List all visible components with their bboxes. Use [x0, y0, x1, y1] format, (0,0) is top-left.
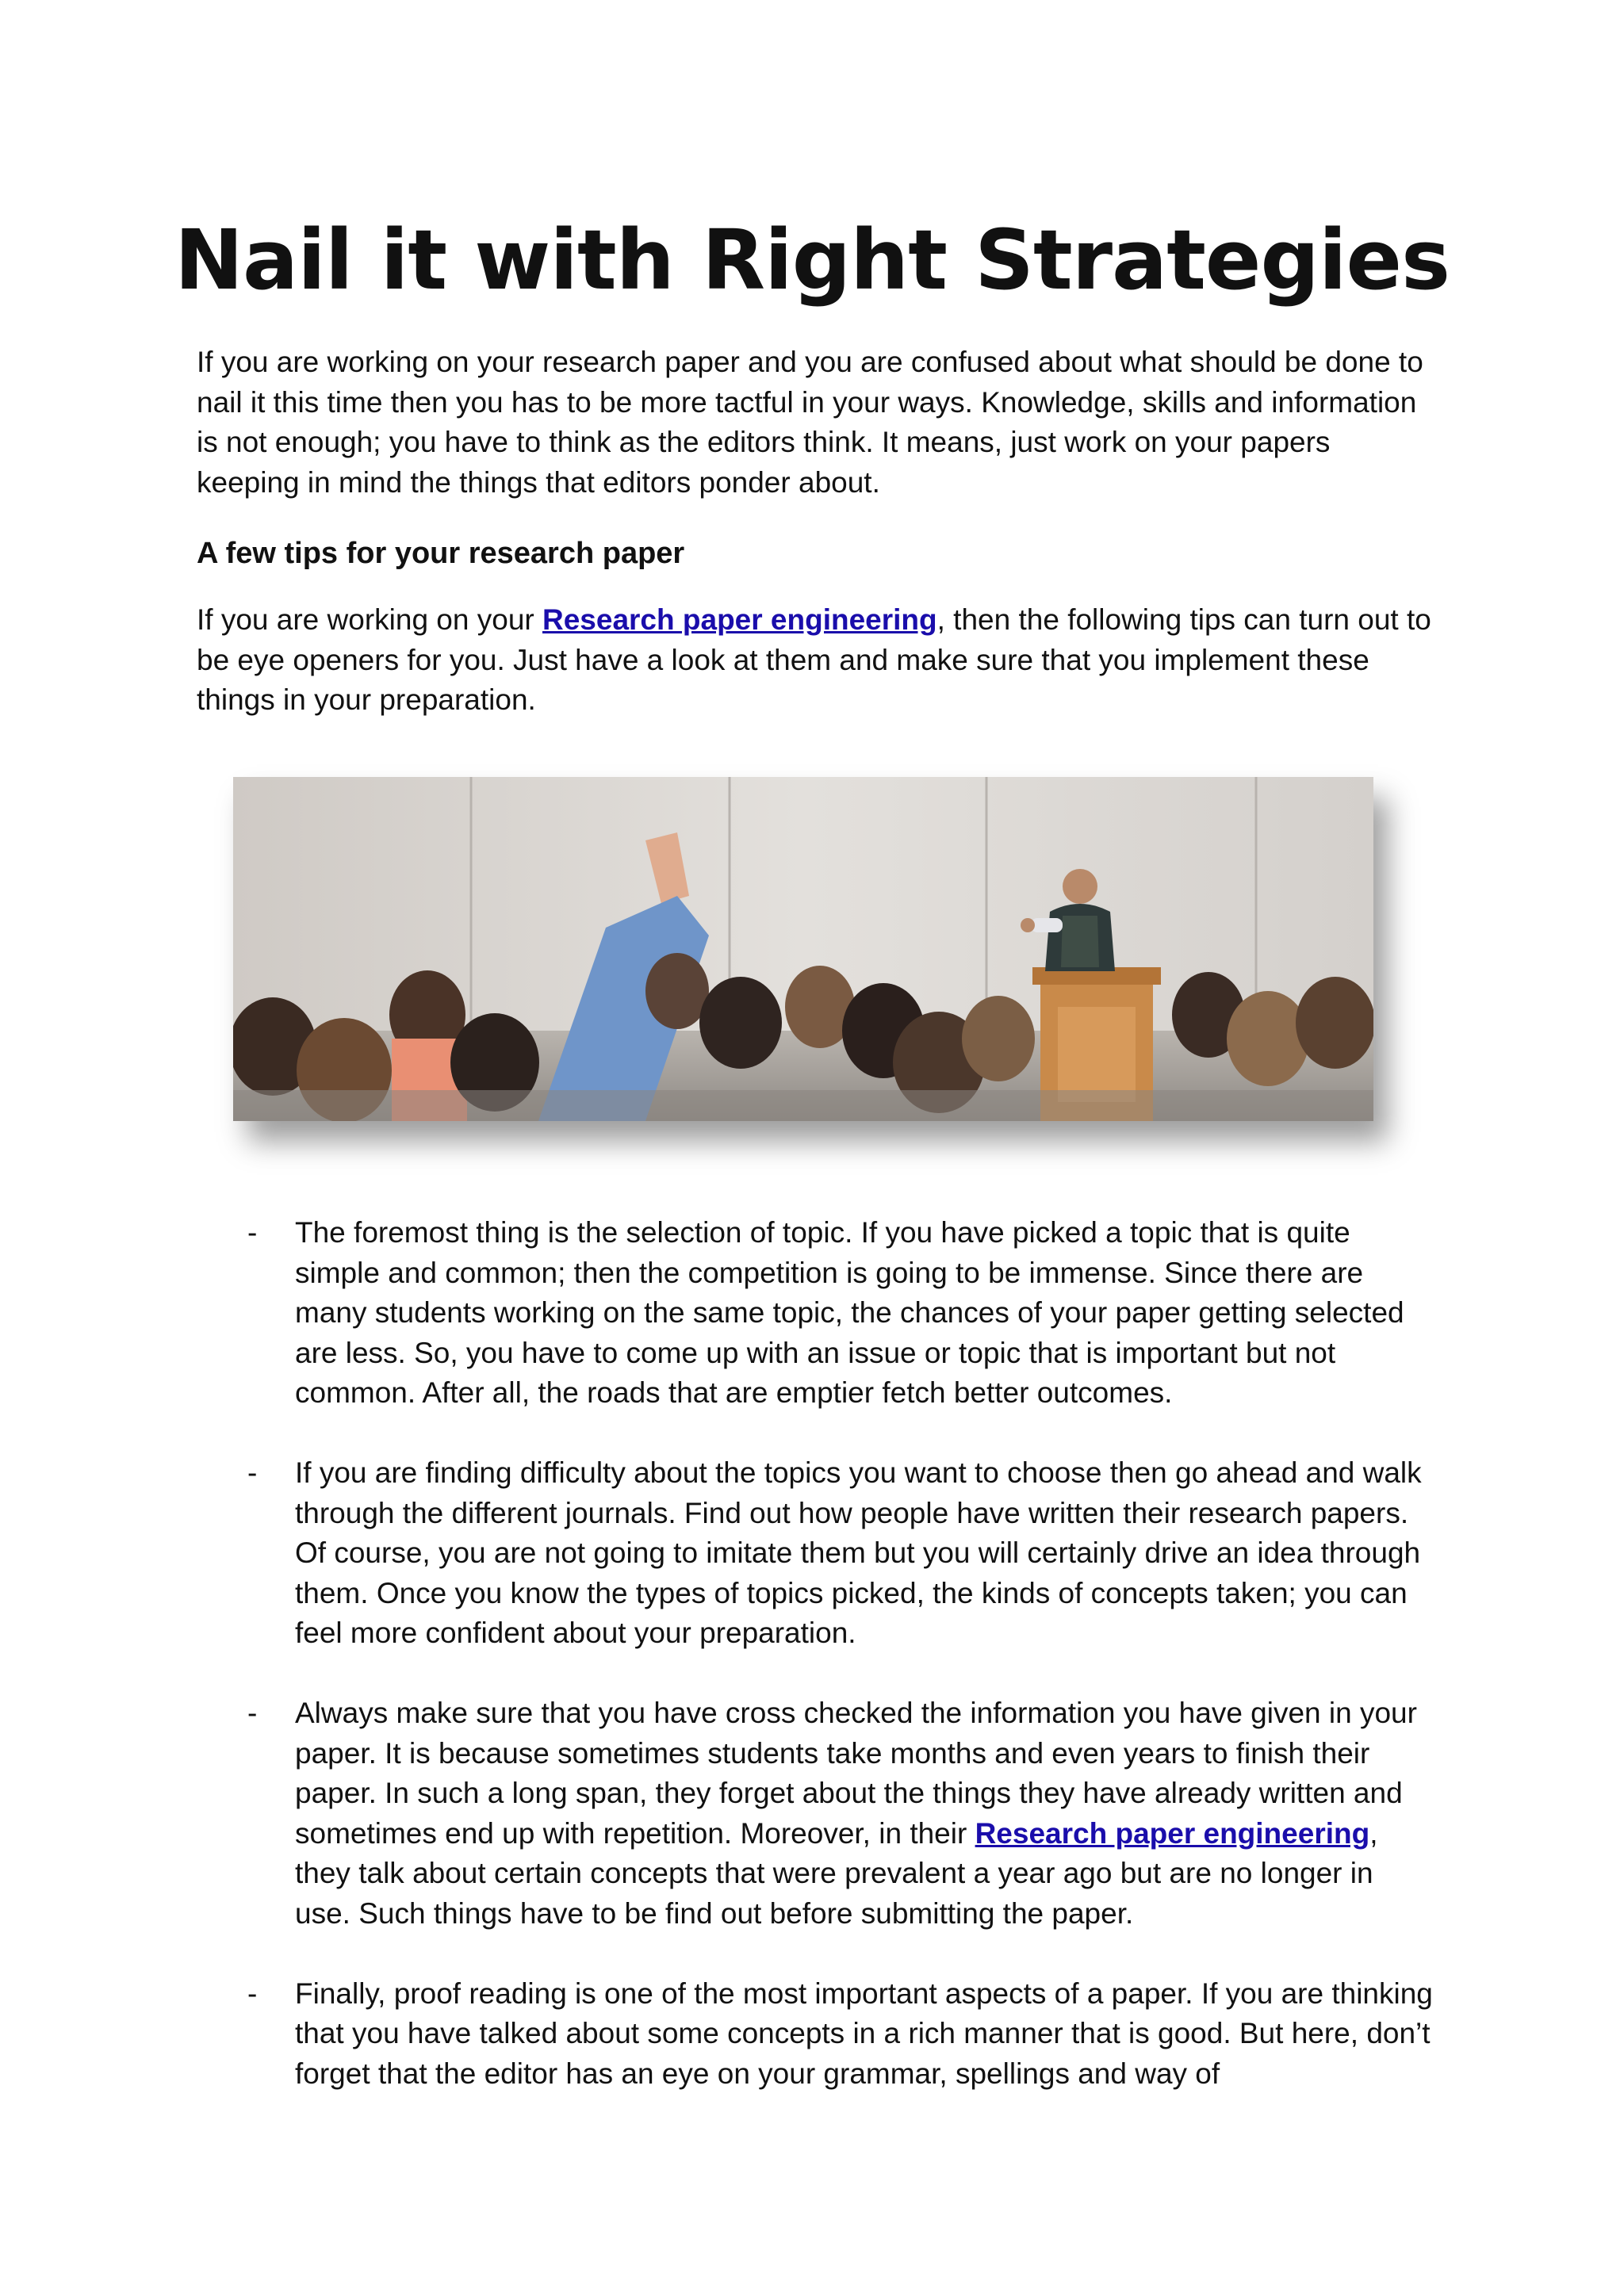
research-paper-engineering-link[interactable]: Research paper engineering	[542, 603, 937, 636]
list-item	[197, 1213, 1434, 1414]
list-item-text-after: , they talk about certain concepts that were prevalent a year ago but are no longer in use. Such things have to be find out before submitting the paper.	[295, 1816, 1378, 1930]
list-item	[197, 1453, 1434, 1654]
tips-intro-text-after: , then the following tips can turn out to be eye openers for you. Just have a look at them and make sure that you implement these things in your preparation.	[197, 603, 1431, 716]
list-item	[197, 1974, 1434, 2095]
tips-intro-paragraph	[197, 600, 1434, 721]
list-item-text: If you are finding difficulty about the topics you want to choose then go ahead and walk through the different journals. Find out how people have written their research papers. Of course, you are not going to imitate them but you will certainly drive an idea through them. Once you know the types of topics picked, the kinds of concepts taken; you can feel more confident about your preparation.	[295, 1456, 1422, 1649]
list-item-text: Finally, proof reading is one of the most important aspects of a paper. If you are thinking that you have talked about some concepts in a rich manner that is good. But here, don’t forget that the editor has an eye on your grammar, spellings and way of	[295, 1976, 1433, 2090]
list-bullet: -	[247, 1216, 258, 1249]
list-item-text: The foremost thing is the selection of topic. If you have picked a topic that is quite simple and common; then the competition is going to be immense. Since there are many students working on the same topic, the chances of your paper getting selected are less. So, you have to come up with an issue or topic that is important but not common. After all, the roads that are emptier fetch better outcomes.	[295, 1216, 1404, 1409]
list-bullet: -	[247, 1697, 258, 1729]
list-item-text-before: Always make sure that you have cross checked the information you have given in your paper. It is because sometimes students take months and even years to finish their paper. In such a long span, they forget about the things they have already written and sometimes end up with repetition. Moreover, in their	[295, 1697, 1417, 1850]
research-paper-engineering-link-2[interactable]: Research paper engineering	[975, 1816, 1370, 1850]
list-item-text	[295, 1697, 1417, 1930]
list-item	[197, 1693, 1434, 1934]
intro-paragraph: If you are working on your research paper and you are confused about what should be done to nail it this time then you has to be more tactful in your ways. Knowledge, skills and information is not enough; you have to think as the editors think. It means, just work on your papers keeping in mind the things that editors ponder about.	[197, 346, 1423, 499]
tips-list	[197, 1213, 1434, 2134]
list-bullet: -	[247, 1976, 258, 2010]
page-title: Nail it with Right Strategies	[174, 212, 1450, 308]
tips-intro-text-before: If you are working on your	[197, 603, 542, 636]
classroom-photo	[233, 777, 1373, 1121]
list-bullet: -	[247, 1456, 258, 1489]
section-heading: A few tips for your research paper	[197, 537, 685, 570]
